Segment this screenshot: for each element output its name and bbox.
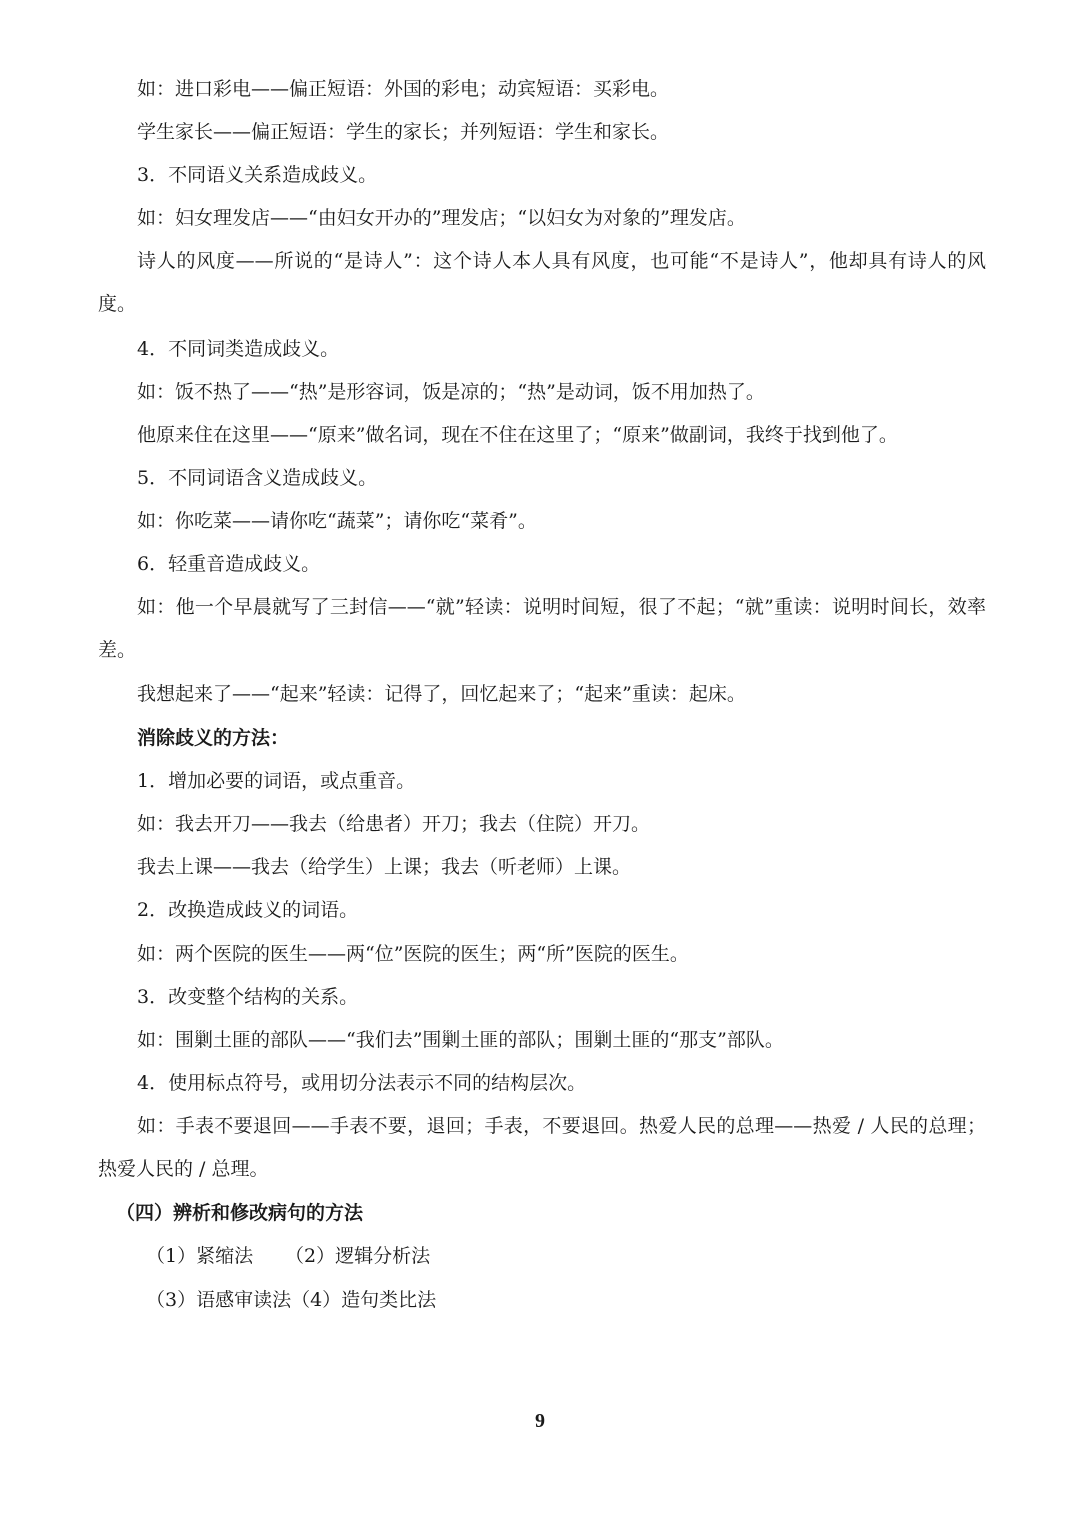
text-line: 学生家长——偏正短语：学生的家长；并列短语：学生和家长。	[137, 121, 670, 143]
text-line: 如：进口彩电——偏正短语：外国的彩电；动宾短语：买彩电。	[137, 78, 670, 100]
section-heading: 消除歧义的方法：	[137, 727, 290, 749]
text-paragraph: 如：手表不要退回——手表不要，退回；手表，不要退回。热爱人民的总理——热爱 / 人民的总理；热爱人民的 / 总理。	[98, 1115, 986, 1180]
method-item: （1）紧缩法	[146, 1245, 254, 1267]
text-line: 如：围剿土匪的部队——“我们去”围剿土匪的部队；围剿土匪的“那支”部队。	[137, 1029, 784, 1051]
text-paragraph: 如：他一个早晨就写了三封信——“就”轻读：说明时间短，很了不起；“就”重读：说明时间长，效率差。	[98, 596, 986, 661]
text-line: 5．不同词语含义造成歧义。	[137, 467, 378, 489]
text-line: 我想起来了——“起来”轻读：记得了，回忆起来了；“起来”重读：起床。	[137, 683, 746, 705]
method-item: （3）语感审读法（4）造句类比法	[146, 1289, 437, 1311]
text-line: 6．轻重音造成歧义。	[137, 553, 321, 575]
text-paragraph: 诗人的风度——所说的“是诗人”：这个诗人本人具有风度，也可能“不是诗人”，他却具有诗人的风度。	[98, 250, 986, 315]
text-line: 我去上课——我去（给学生）上课；我去（听老师）上课。	[137, 856, 632, 878]
text-line: 1．增加必要的词语，或点重音。	[137, 770, 416, 792]
text-line: 如：妇女理发店——“由妇女开办的”理发店；“以妇女为对象的”理发店。	[137, 207, 746, 229]
text-line: 4．使用标点符号，或用切分法表示不同的结构层次。	[137, 1072, 587, 1094]
text-line: 如：我去开刀——我去（给患者）开刀；我去（住院）开刀。	[137, 813, 651, 835]
text-line: 2．改换造成歧义的词语。	[137, 899, 359, 921]
text-line: 3．不同语义关系造成歧义。	[137, 164, 378, 186]
text-line: 如：你吃菜——请你吃“蔬菜”；请你吃“菜肴”。	[137, 510, 537, 532]
text-line: 3．改变整个结构的关系。	[137, 986, 359, 1008]
section-heading: （四）辨析和修改病句的方法	[116, 1202, 364, 1224]
text-line: 4．不同词类造成歧义。	[137, 338, 340, 360]
text-line: 他原来住在这里——“原来”做名词，现在不住在这里了；“原来”做副词，我终于找到他了。	[137, 424, 898, 446]
method-item: （2）逻辑分析法	[285, 1245, 431, 1267]
text-line: 如：饭不热了——“热”是形容词，饭是凉的；“热”是动词，饭不用加热了。	[137, 381, 765, 403]
page-number: 9	[535, 1410, 545, 1432]
text-line: 如：两个医院的医生——两“位”医院的医生；两“所”医院的医生。	[137, 943, 689, 965]
